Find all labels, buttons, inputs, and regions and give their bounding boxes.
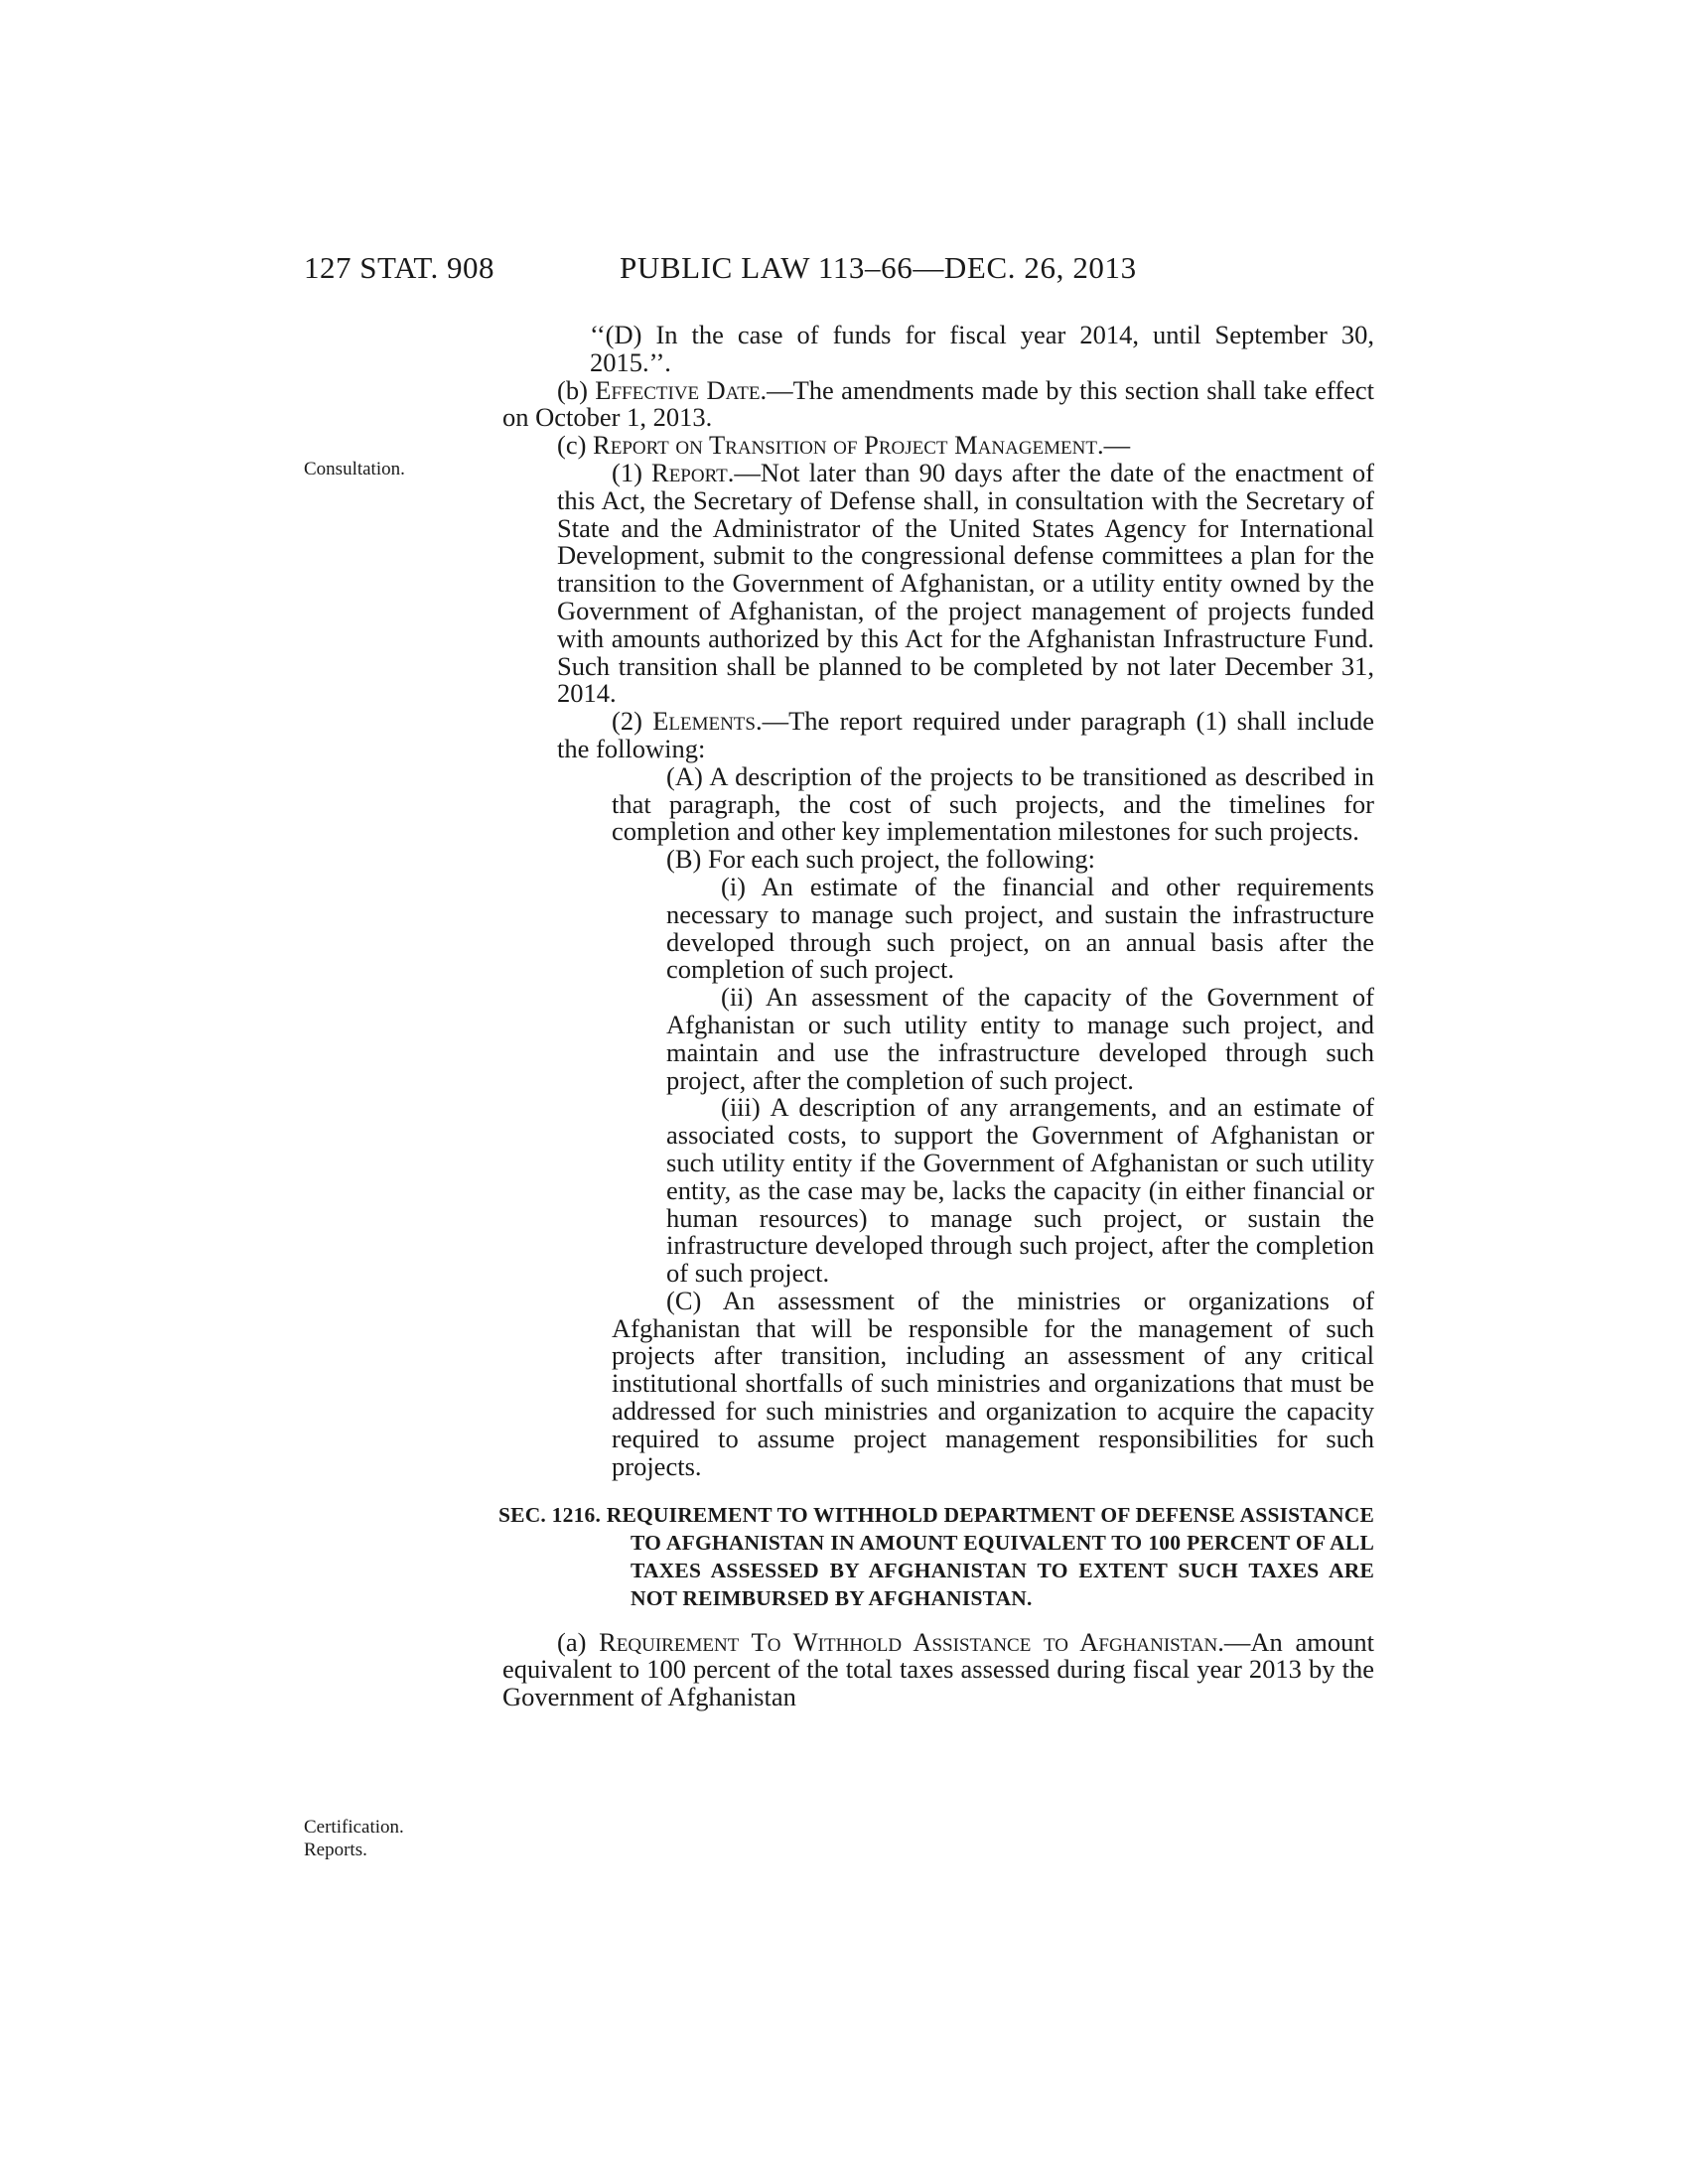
clause-ii: (ii) An assessment of the capacity of the Government of Afghanistan or such utility entity to manage such project, and maintain and use the infrastructure developed through such project, after the completion of such project. [666,982,1374,1095]
clause-iii: (iii) A description of any arrangements, and an estimate of associated costs, to support the Government of Afghanistan or such utility entity if the Government of Afghanistan or such utility entity, as the case may be, lacks the capacity (in either financial or human resources) to manage such project, or sustain the infrastructure developed through such project, after the completion of such project. [666,1092,1374,1289]
subparagraph-a: (A) A description of the projects to be transitioned as described in that paragraph, the cost of such projects, and the timelines for completion and other key implementation milestones for such projects. [612,760,1374,847]
subsection-b [502,374,1374,433]
paragraph-c2-text: .—The report required under paragraph (1) shall include the following: [557,706,1375,763]
running-title: PUBLIC LAW 113–66—DEC. 26, 2013 [620,250,1137,285]
margin-note-certification: Certification. [304,1817,404,1838]
subsection-a-label: (a) [557,1626,600,1657]
subsection-c-text: .— [1097,430,1131,461]
paragraph-c1-text: .—Not later than 90 days after the date of the enactment of this Act, the Secretary of Defense shall, in consultation with the Secretary of State and the Administrator of the United States Agency for International Development, submit to the congressional defense committees a plan for the transition to the Government of Afghanistan, or a utility entity owned by the Government of Afghanistan, of the project management of projects funded with amounts authorized by this Act for the Afghanistan Infrastructure Fund. Such transition shall be planned to be completed by not later December 31, 2014. [557,457,1374,709]
margin-note-consultation: Consultation. [304,459,405,479]
paragraph-d: ‘‘(D) In the case of funds for fiscal year 2014, until September 30, 2015.’’. [590,320,1374,377]
section-heading: SEC. 1216. REQUIREMENT TO WITHHOLD DEPARTMENT OF DEFENSE ASSISTANCE TO AFGHANISTAN IN AMOUNT EQUIVALENT TO 100 PERCENT OF ALL TAXES ASSESSED BY AFGHANISTAN TO EXTENT SUCH TAXES ARE NOT REIMBURSED BY AFGHANISTAN. [498,1503,1374,1610]
paragraph-c2 [502,708,1374,763]
subsection-c-label: (c) [557,430,594,461]
subsection-b-text: .—The amendments made by this section shall take effect on October 1, 2013. [502,374,1374,433]
subsection-c [502,432,1374,460]
paragraph-c2-heading: Elements [652,706,756,737]
subsection-a-text: .—An amount equivalent to 100 percent of the total taxes assessed during fiscal year 2013 by the Government of Afghanistan [502,1626,1374,1712]
paragraph-c2-label: (2) [612,706,653,737]
paragraph-c1 [502,457,1374,709]
clause-i: (i) An estimate of the financial and other requirements necessary to manage such project, and sustain the infrastructure developed through such project, on an annual basis after the completion of such project. [666,871,1374,985]
subsection-a-heading: Requirement To Withhold Assistance to Afghanistan [599,1626,1218,1657]
paragraph-c1-label: (1) [612,457,652,487]
stat-page-number: 127 STAT. 908 [304,250,495,285]
subsection-b-heading: Effective Date [595,374,761,405]
subsection-a [502,1626,1374,1712]
margin-note-reports: Reports. [304,1840,367,1860]
subsection-c-heading: Report on Transition of Project Management [593,430,1097,461]
paragraph-c1-heading: Report [651,457,728,487]
subparagraph-b: (B) For each such project, the following: [666,844,1095,875]
subparagraph-c: (C) An assessment of the ministries or organizations of Afghanistan that will be responsible for the management of such projects after transition, including an assessment of any critical institutional shortfalls of such ministries and organizations that must be addressed for such ministries and organization to acquire the capacity required to assume project management responsibilities for such projects. [612,1285,1374,1481]
body-text [498,320,1375,1712]
subsection-b-label: (b) [557,374,596,405]
